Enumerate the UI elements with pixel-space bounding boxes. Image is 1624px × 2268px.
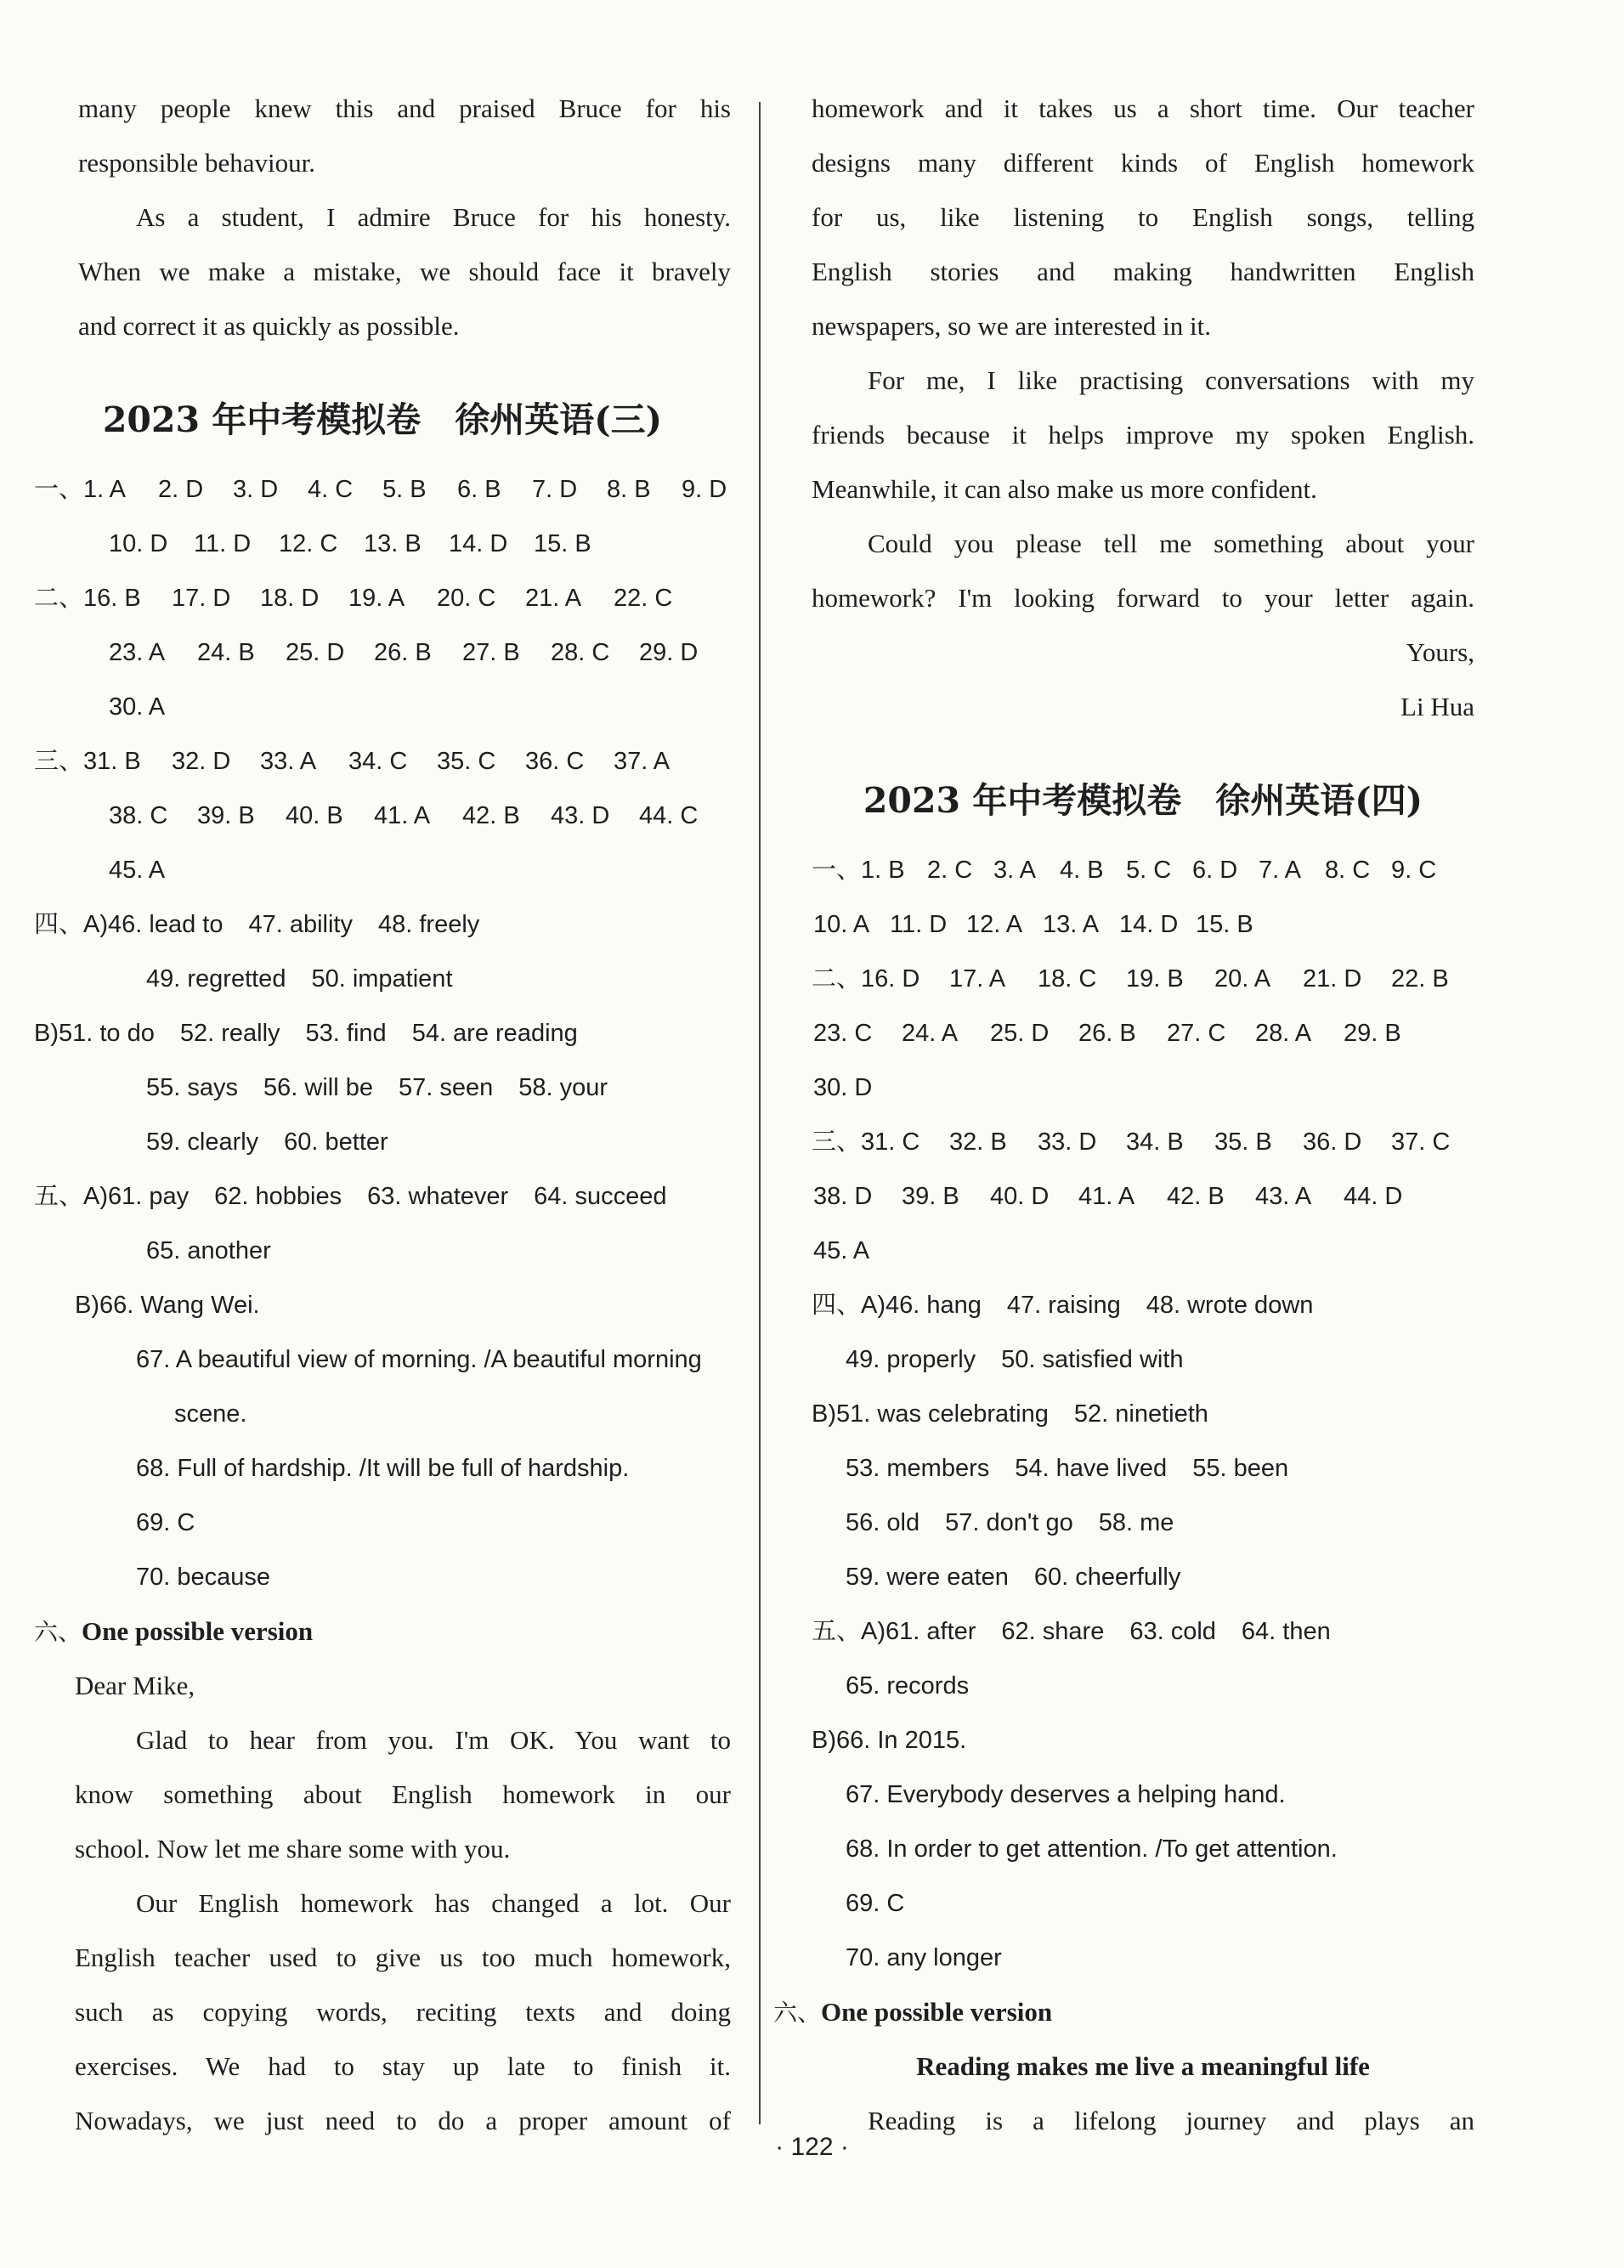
answer-item: 11. D <box>890 911 948 938</box>
answer-item: 28. C <box>551 639 610 666</box>
answer-item: 37. C <box>1391 1128 1451 1156</box>
answer-item: 14. D <box>1119 911 1179 938</box>
part-label: 四、A) <box>34 911 109 938</box>
answer-row <box>34 625 731 680</box>
answer-item: 64. succeed <box>534 1183 667 1210</box>
answer-item: 36. C <box>525 748 585 775</box>
answer-item: 20. A <box>1214 965 1271 993</box>
answer-item: 5. C <box>1126 857 1172 884</box>
answer-item: 42. B <box>462 802 520 829</box>
part6-heading <box>773 1985 1474 2039</box>
part-label: 一、 <box>34 476 84 503</box>
answer-item: 27. C <box>1167 1020 1226 1047</box>
part6-heading <box>34 1604 731 1659</box>
answer-item: 60. cheerfully <box>1033 1564 1181 1591</box>
answer-item: 45. A <box>109 857 166 884</box>
answer-item: 30. A <box>109 693 166 721</box>
answer-item: 32. B <box>949 1128 1007 1156</box>
section-title-3 <box>34 353 731 462</box>
answer-item: 51. was celebrating <box>836 1400 1049 1428</box>
answer-item: 43. A <box>1255 1183 1312 1210</box>
answer-item: 61. pay <box>108 1183 190 1210</box>
answer-item: 9. C <box>1391 857 1437 884</box>
answer-item: 11. D <box>194 530 252 557</box>
answer-item: 38. C <box>109 802 168 829</box>
text-line: homework and it takes us a short time. Our teacher <box>812 93 1474 123</box>
answer-item: 3. D <box>233 476 279 503</box>
answer-item: 34. B <box>1126 1128 1184 1156</box>
answer-item: 63. cold <box>1129 1618 1216 1645</box>
answer-text: 67. A beautiful view of morning. /A beautiful morning <box>136 1346 702 1373</box>
section-subtitle-text: 徐州英语(四) <box>1215 780 1423 821</box>
answer-item: 48. wrote down <box>1146 1292 1314 1319</box>
answer-row <box>812 1224 1474 1278</box>
part-label: B) <box>812 1400 836 1428</box>
answer-row <box>34 1278 731 1332</box>
answer-item: 39. B <box>197 802 255 829</box>
text-line: responsible behaviour. <box>78 148 315 178</box>
answer-item: 13. B <box>364 530 422 557</box>
text-line: Meanwhile, it can also make us more confident. <box>812 474 1317 504</box>
answer-row <box>34 1115 731 1169</box>
answer-item: 46. lead to <box>108 911 224 938</box>
page-number <box>0 2133 1624 2162</box>
answer-item: 38. D <box>813 1183 873 1210</box>
answer-item: 15. B <box>1196 911 1253 938</box>
answer-item: 29. D <box>639 639 699 666</box>
answer-item: 52. ninetieth <box>1073 1400 1208 1428</box>
answer-item: 7. A <box>1259 857 1302 884</box>
answer-item: 12. A <box>966 911 1023 938</box>
answer-item: 23. C <box>813 1020 873 1047</box>
answer-item: 43. D <box>551 802 610 829</box>
text-line: such as copying words, reciting texts and doing <box>75 1997 731 2027</box>
answer-item: 21. D <box>1303 965 1362 993</box>
answer-item: 60. better <box>284 1128 388 1156</box>
answer-item: 36. D <box>1303 1128 1362 1156</box>
answer-item: 30. D <box>813 1074 873 1101</box>
part-label: 六、 <box>34 1618 82 1646</box>
text-line: exercises. We had to stay up late to finish it. <box>75 2051 731 2081</box>
text-line: for us, like listening to English songs, telling <box>812 202 1474 232</box>
answer-item: 3. A <box>993 857 1037 884</box>
answer-item: 40. D <box>990 1183 1050 1210</box>
part-label: B) <box>75 1292 99 1319</box>
answer-item: 1. B <box>861 857 905 884</box>
answer-item: 45. A <box>813 1237 870 1264</box>
answer-row <box>34 571 731 625</box>
answer-text: 68. In order to get attention. /To get attention. <box>846 1835 1338 1863</box>
answer-text: 70. any longer <box>846 1944 1002 1971</box>
text-line: school. Now let me share some with you. <box>75 1834 511 1864</box>
answer-item: 24. B <box>197 639 255 666</box>
text-line: homework? I'm looking forward to your letter again. <box>812 583 1474 613</box>
answer-item: 15. B <box>534 530 591 557</box>
part-label: 三、 <box>34 748 84 775</box>
answer-row <box>34 1006 731 1060</box>
answer-row <box>34 1224 731 1278</box>
answer-row <box>34 1169 731 1224</box>
answer-item: 48. freely <box>377 911 480 938</box>
text-line: Our English homework has changed a lot. Our <box>136 1888 731 1918</box>
text-line: and correct it as quickly as possible. <box>78 311 460 341</box>
answer-item: 25. D <box>990 1020 1050 1047</box>
answer-item: 56. will be <box>263 1074 373 1101</box>
answer-item: 23. A <box>109 639 166 666</box>
left-column <box>34 82 731 2148</box>
answer-text: 69. C <box>846 1890 905 1917</box>
answer-row <box>812 1496 1474 1550</box>
answer-row <box>812 1441 1474 1496</box>
answer-item: 55. says <box>146 1074 238 1101</box>
answer-item: 22. C <box>614 585 673 612</box>
answer-row <box>812 952 1474 1006</box>
salutation: Dear Mike, <box>75 1671 195 1700</box>
answer-item: 47. raising <box>1006 1292 1121 1319</box>
text-line: know something about English homework in our <box>75 1779 731 1809</box>
answer-item: 49. properly <box>846 1346 976 1373</box>
answer-row <box>812 1332 1474 1387</box>
answer-item: 32. D <box>172 748 231 775</box>
answer-text: 68. Full of hardship. /It will be full of hardship. <box>136 1455 630 1482</box>
text-line: Could you please tell me something about your <box>868 529 1474 558</box>
answer-row <box>812 1278 1474 1332</box>
answer-row <box>812 1659 1474 1713</box>
text-line: English teacher used to give us too much homework, <box>75 1943 731 1972</box>
answer-item: 42. B <box>1167 1183 1225 1210</box>
answer-item: 39. B <box>902 1183 959 1210</box>
answer-item: 49. regretted <box>146 965 286 993</box>
answer-item: 5. B <box>382 476 427 503</box>
answer-item: 17. A <box>949 965 1006 993</box>
answer-item: 65. records <box>846 1672 970 1700</box>
answer-row <box>812 1713 1474 1767</box>
bullet-dot: · <box>840 2133 849 2161</box>
part-label: 一、 <box>812 857 862 884</box>
answer-item: 62. hobbies <box>214 1183 342 1210</box>
answer-item: 65. another <box>146 1237 271 1264</box>
answer-text: 70. because <box>136 1564 271 1591</box>
answer-item: 16. B <box>83 585 141 612</box>
part-label: 四、A) <box>812 1292 886 1319</box>
text-line: Nowadays, we just need to do a proper amount of <box>75 2106 731 2135</box>
essay-title: Reading makes me live a meaningful life <box>916 2051 1370 2081</box>
answer-row <box>812 1604 1474 1659</box>
answer-item: 17. D <box>172 585 231 612</box>
bullet-dot: · <box>775 2133 784 2161</box>
closing: Yours, <box>1406 637 1474 667</box>
answer-item: 61. after <box>886 1618 976 1645</box>
answer-item: 8. B <box>607 476 651 503</box>
answer-item: 50. impatient <box>311 965 453 993</box>
answer-item: 56. old <box>846 1509 920 1536</box>
answer-item: 31. C <box>861 1128 920 1156</box>
answer-item: 64. then <box>1241 1618 1331 1645</box>
answer-item: 62. share <box>1001 1618 1105 1645</box>
answer-item: 25. D <box>286 639 345 666</box>
answer-row <box>812 897 1474 952</box>
answer-item: 35. C <box>437 748 496 775</box>
answer-row <box>812 843 1474 897</box>
answer-item: 44. C <box>639 802 699 829</box>
part-label: 二、 <box>34 585 84 612</box>
answer-item: 27. B <box>462 639 520 666</box>
answer-row <box>812 1169 1474 1224</box>
answer-item: 10. D <box>109 530 168 557</box>
answer-item: 53. members <box>846 1455 990 1482</box>
section-subtitle-text: 徐州英语(三) <box>455 399 663 440</box>
part-label: 二、 <box>812 965 862 993</box>
answer-row <box>812 1550 1474 1604</box>
column-divider <box>759 102 761 2124</box>
part-label: 五、A) <box>812 1618 886 1645</box>
answer-item: 2. D <box>158 476 204 503</box>
answer-item: 47. ability <box>248 911 353 938</box>
page-number-text: 122 <box>790 2133 834 2161</box>
answer-item: 33. D <box>1038 1128 1097 1156</box>
text-line: As a student, I admire Bruce for his honesty. <box>136 202 731 232</box>
answer-item: 9. D <box>682 476 727 503</box>
answer-item: 4. C <box>308 476 354 503</box>
answer-row <box>812 1060 1474 1115</box>
answer-item: 2. C <box>927 857 973 884</box>
answer-row <box>34 952 731 1006</box>
text-line: When we make a mistake, we should face it bravely <box>78 257 731 286</box>
answer-item: 53. find <box>305 1020 387 1047</box>
answer-item: 58. your <box>518 1074 608 1101</box>
answer-item: 1. A <box>83 476 127 503</box>
text-line: friends because it helps improve my spoken English. <box>812 420 1474 450</box>
text-line: For me, I like practising conversations with my <box>868 365 1474 395</box>
answer-text: 66. In 2015. <box>836 1727 967 1754</box>
answer-row <box>34 517 731 571</box>
answer-item: 22. B <box>1391 965 1449 993</box>
answer-item: 52. really <box>179 1020 280 1047</box>
version-title: One possible version <box>82 1616 314 1646</box>
answer-item: 4. B <box>1060 857 1104 884</box>
answer-item: 63. whatever <box>367 1183 509 1210</box>
answer-text: 69. C <box>136 1509 195 1536</box>
answer-item: 14. D <box>449 530 508 557</box>
text-line: English stories and making handwritten English <box>812 257 1474 286</box>
part-label: 六、 <box>773 1999 822 2027</box>
part-label: B) <box>34 1020 59 1047</box>
answer-item: 37. A <box>614 748 671 775</box>
section-title-4 <box>812 734 1474 843</box>
text-line: newspapers, so we are interested in it. <box>812 311 1212 341</box>
answer-item: 40. B <box>286 802 343 829</box>
answer-item: 26. B <box>374 639 432 666</box>
answer-item: 16. D <box>861 965 920 993</box>
part-label: 三、 <box>812 1128 862 1156</box>
answer-item: 21. A <box>525 585 582 612</box>
answer-item: 19. B <box>1126 965 1184 993</box>
answer-item: 35. B <box>1214 1128 1272 1156</box>
answer-item: 59. clearly <box>146 1128 259 1156</box>
answer-item: 54. have lived <box>1015 1455 1168 1482</box>
part-label: 五、A) <box>34 1183 109 1210</box>
text-line: designs many different kinds of English homework <box>812 148 1474 178</box>
answer-row <box>34 1060 731 1115</box>
answer-item: 13. A <box>1043 911 1100 938</box>
answer-item: 50. satisfied with <box>1001 1346 1184 1373</box>
answer-row <box>34 897 731 952</box>
answer-item: 51. to do <box>59 1020 155 1047</box>
section-title-text: 2023 年中考模拟卷 <box>863 780 1182 821</box>
answer-item: 34. C <box>348 748 408 775</box>
text-line: many people knew this and praised Bruce for his <box>78 93 731 123</box>
answer-item: 58. me <box>1098 1509 1174 1536</box>
answer-item: 41. A <box>1078 1183 1135 1210</box>
answer-item: 54. are reading <box>411 1020 578 1047</box>
answer-item: 41. A <box>374 802 431 829</box>
signature: Li Hua <box>1400 692 1474 721</box>
answer-item: 57. don't go <box>945 1509 1073 1536</box>
answer-item: 24. A <box>902 1020 959 1047</box>
answer-item: 59. were eaten <box>846 1564 1009 1591</box>
answer-row <box>34 789 731 843</box>
answer-item: 19. A <box>348 585 405 612</box>
answer-item: 20. C <box>437 585 496 612</box>
answer-item: 18. D <box>260 585 320 612</box>
answer-row <box>812 1006 1474 1060</box>
answer-item: 8. C <box>1325 857 1371 884</box>
answer-item: 55. been <box>1192 1455 1289 1482</box>
answer-item: 18. C <box>1038 965 1097 993</box>
text-line: Reading is a lifelong journey and plays an <box>868 2106 1474 2135</box>
part-label: B) <box>812 1727 836 1754</box>
answer-item: 46. hang <box>886 1292 982 1319</box>
answer-item: 6. B <box>457 476 501 503</box>
answer-item: 57. seen <box>398 1074 494 1101</box>
answer-text: 66. Wang Wei. <box>99 1292 260 1319</box>
answer-item: 12. C <box>279 530 338 557</box>
answer-item: 28. A <box>1255 1020 1312 1047</box>
text-line: Glad to hear from you. I'm OK. You want to <box>136 1725 731 1755</box>
answer-item: 33. A <box>260 748 317 775</box>
answer-text: scene. <box>174 1400 247 1428</box>
answer-item: 44. D <box>1344 1183 1403 1210</box>
answer-row <box>34 462 731 517</box>
answer-item: 6. D <box>1192 857 1238 884</box>
version-title: One possible version <box>821 1997 1053 2027</box>
answer-row <box>34 843 731 897</box>
answer-row <box>34 734 731 789</box>
answer-row <box>812 1115 1474 1169</box>
answer-item: 26. B <box>1078 1020 1136 1047</box>
answer-text: 67. Everybody deserves a helping hand. <box>846 1781 1286 1808</box>
section-title-text: 2023 年中考模拟卷 <box>102 399 422 440</box>
answer-item: 7. D <box>532 476 578 503</box>
answer-item: 31. B <box>83 748 141 775</box>
answer-row <box>812 1387 1474 1441</box>
answer-item: 29. B <box>1344 1020 1401 1047</box>
answer-row <box>34 680 731 734</box>
answer-item: 10. A <box>813 911 870 938</box>
